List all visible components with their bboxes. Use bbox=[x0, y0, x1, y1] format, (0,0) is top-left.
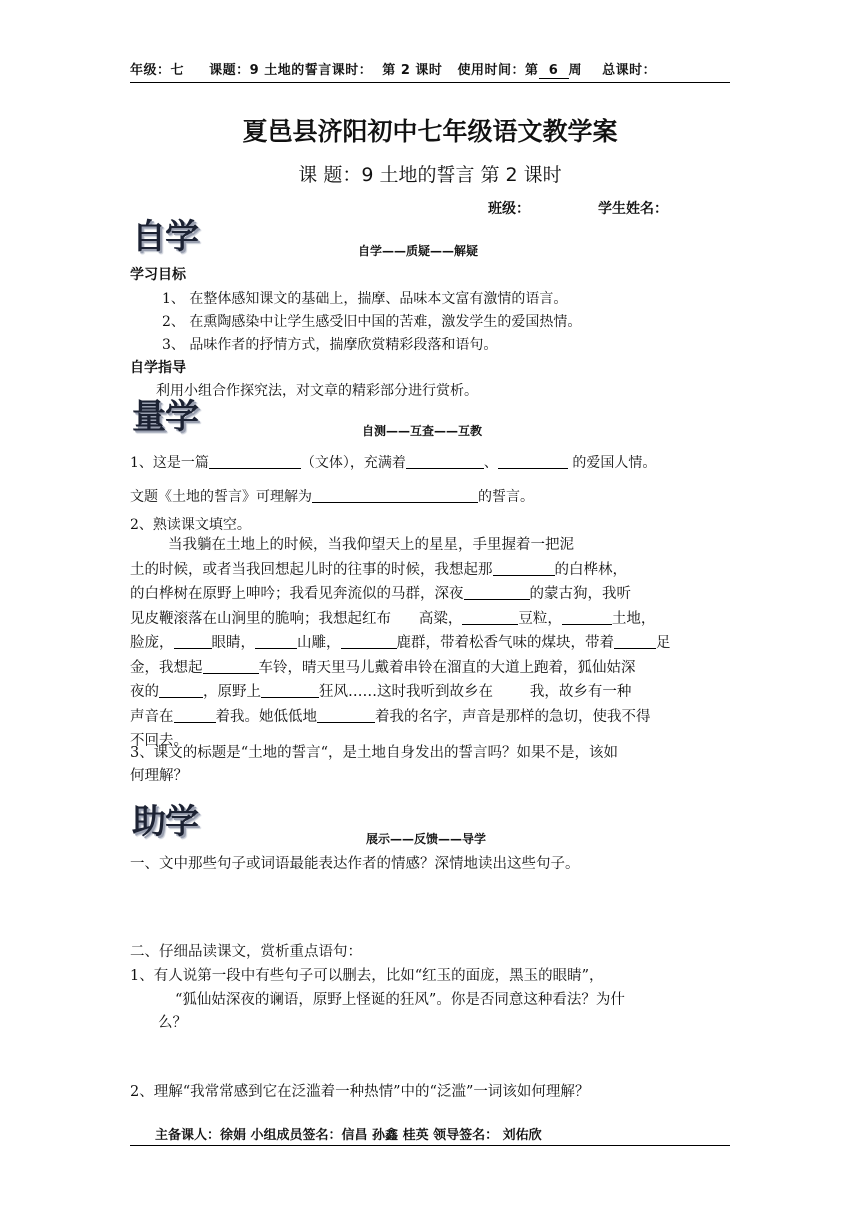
fill-in-passage: 当我躺在土地上的时候，当我仰望天上的星星，手里握着一把泥 土的时候，或者当我回想起儿时的往事的时候，我想起那 的白桦林， 的白桦树在原野上呻吟；我看见奔流似的马群，深夜 的蒙古狗，我听 见皮鞭滚落在山涧里的脆响；我想起红布 高粱， 豆粒， 土地， 脸庞， 眼睛， 山雕， 鹿群，带着松香气味的煤块，带着 足 金，我想起 车铃，晴天里马儿戴着串铃在溜直的大道上跑着，狐仙姑深 夜的 ，原野上 狂风……这时我听到故乡在 我，故乡有一种 声音在 着我。她低低地 着我的名字，声音是那样的急切，使我不得 不回去。 bbox=[130, 537, 671, 749]
answer-blank[interactable] bbox=[464, 584, 530, 600]
section3-question-1: 一、文中那些句子或词语最能表达作者的情感？深情地读出这些句子。 bbox=[130, 856, 580, 872]
class-info bbox=[488, 198, 668, 218]
section-stamp-liangxue: 量学 bbox=[132, 397, 198, 437]
header-info bbox=[130, 59, 656, 79]
header-divider bbox=[130, 82, 730, 83]
question-2-heading: 2、熟读课文填空。 bbox=[130, 517, 251, 533]
header-week-suffix: 周 bbox=[568, 63, 583, 78]
footer-signatures: 主备课人：徐娟 小组成员签名：信昌 孙鑫 桂英 领导签名： 刘佑欣 bbox=[155, 1128, 542, 1143]
section3-question-2-1-line2: “狐仙姑深夜的谰语，原野上怪诞的狂风”。你是否同意这种看法？为什 bbox=[175, 992, 625, 1008]
goal-item: 2、 在熏陶感染中让学生感受旧中国的苦难，激发学生的爱国热情。 bbox=[162, 314, 582, 330]
answer-blank[interactable] bbox=[498, 453, 568, 469]
section2-label: 自测——互查——互教 bbox=[362, 424, 483, 438]
header-use-time: 使用时间：第 bbox=[457, 63, 539, 78]
section-stamp-zixue: 自学 bbox=[132, 217, 198, 257]
header-topic: 课题：9 土地的誓言课时： bbox=[209, 63, 373, 78]
answer-blank[interactable] bbox=[209, 453, 301, 469]
student-name-label: 学生姓名： bbox=[598, 201, 668, 217]
guide-text: 利用小组合作探究法，对文章的精彩部分进行赏析。 bbox=[156, 383, 478, 399]
footer-divider bbox=[130, 1145, 730, 1146]
answer-blank[interactable] bbox=[255, 633, 297, 649]
answer-blank[interactable] bbox=[406, 453, 484, 469]
lesson-subtitle: 课 题：9 土地的誓言 第 2 课时 bbox=[298, 164, 562, 186]
answer-blank[interactable] bbox=[462, 609, 518, 625]
goal-item: 1、 在整体感知课文的基础上，揣摩、品味本文富有激情的语言。 bbox=[162, 291, 568, 307]
question-1-line2: 文题《土地的誓言》可理解为 的誓言。 bbox=[130, 489, 534, 505]
goals-heading: 学习目标 bbox=[130, 267, 186, 283]
header-week-number: 6 bbox=[539, 63, 569, 79]
question-3-line1: 3、课文的标题是“土地的誓言“，是土地自身发出的誓言吗？如果不是，该如 bbox=[130, 745, 619, 761]
header-total: 总课时： bbox=[602, 63, 657, 78]
answer-blank[interactable] bbox=[317, 707, 375, 723]
section3-question-2-1-line3: 么？ bbox=[158, 1015, 187, 1031]
answer-blank[interactable] bbox=[261, 682, 319, 698]
answer-blank[interactable] bbox=[159, 682, 203, 698]
answer-blank[interactable] bbox=[174, 633, 212, 649]
answer-blank[interactable] bbox=[312, 487, 478, 503]
question-3-line2: 何理解？ bbox=[130, 768, 188, 784]
header-grade: 年级：七 bbox=[130, 63, 185, 78]
answer-blank[interactable] bbox=[203, 658, 259, 674]
header-lesson: 第 2 课时 bbox=[382, 63, 443, 78]
document-title: 夏邑县济阳初中七年级语文教学案 bbox=[242, 117, 618, 146]
answer-blank[interactable] bbox=[493, 560, 555, 576]
question-1: 1、这是一篇 （文体），充满着 、 的爱国人情。 bbox=[130, 455, 657, 471]
section-stamp-zhuxue: 助学 bbox=[132, 802, 198, 842]
goal-item: 3、 品味作者的抒情方式，揣摩欣赏精彩段落和语句。 bbox=[162, 337, 498, 353]
section3-label: 展示——反馈——导学 bbox=[366, 832, 487, 846]
section3-question-2-heading: 二、仔细品读课文，赏析重点语句： bbox=[130, 944, 362, 960]
section3-question-2-2: 2、理解“我常常感到它在泛滥着一种热情”中的“泛滥”一词该如何理解？ bbox=[130, 1084, 590, 1100]
guide-heading: 自学指导 bbox=[130, 360, 186, 376]
section3-question-2-1-line1: 1、有人说第一段中有些句子可以删去，比如“红玉的面庞，黑玉的眼睛”， bbox=[130, 968, 604, 984]
answer-blank[interactable] bbox=[614, 633, 656, 649]
class-label: 班级： bbox=[488, 201, 530, 217]
answer-blank[interactable] bbox=[341, 633, 397, 649]
answer-blank[interactable] bbox=[562, 609, 612, 625]
section1-label: 自学——质疑——解疑 bbox=[358, 244, 479, 258]
answer-blank[interactable] bbox=[174, 707, 216, 723]
